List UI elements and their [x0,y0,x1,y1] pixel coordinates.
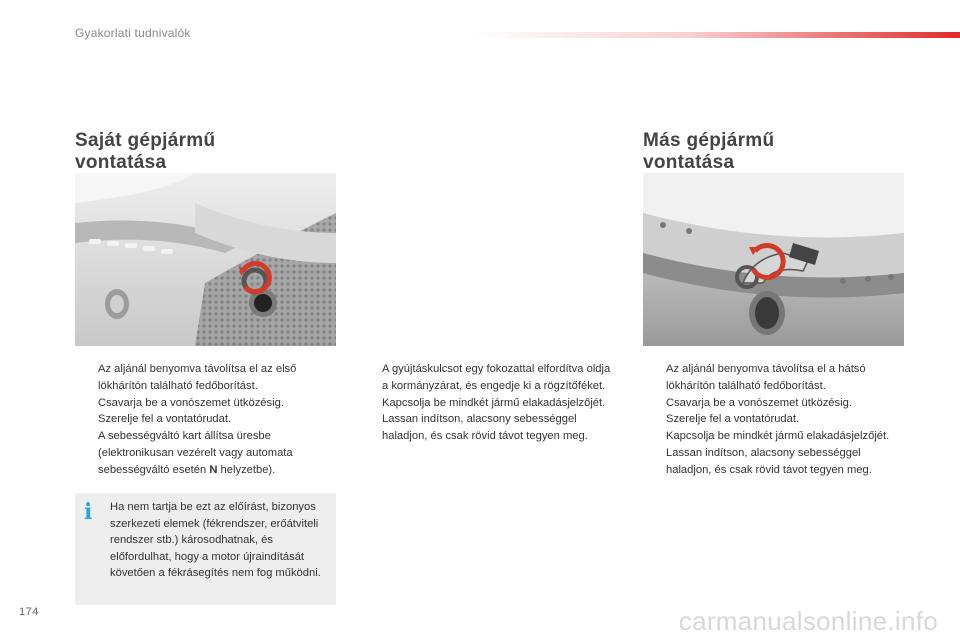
gear-suffix: helyzetbe). [217,463,276,476]
list-item: Lassan indítson, alacsony sebességgel haladjon, és csak rövid távot tegyen meg. [382,413,588,443]
list-item: Szerelje fel a vontatórudat. [98,413,232,426]
rear-bumper-towing-eye-image [643,173,904,346]
left-steps-list [75,361,337,479]
list-item: Csavarja be a vonószemet ütközésig. [98,396,284,409]
gear-position-letter: N [209,463,218,476]
left-title-line1: Saját gépjármű [75,130,216,151]
list-item: Az aljánál benyomva távolítsa el a hátsó lökhárítón található fedőborítást. [666,363,866,392]
list-item: Csavarja be a vonószemet ütközésig. [666,396,852,409]
right-title-line1: Más gépjármű [643,130,775,151]
right-steps-column [643,361,905,479]
page-number: 174 [19,606,39,618]
list-item: Szerelje fel a vontatórudat. [666,413,800,426]
left-steps-column [75,361,337,479]
left-title-line2: vontatása [75,152,167,173]
right-title-line2: vontatása [643,152,735,173]
list-item: A sebességváltó kart állítsa üresbe (elektronikusan vezérelt vagy automata sebességváltó esetén N helyzetbe). [98,430,293,476]
list-item: Kapcsolja be mindkét jármű elakadásjelzőjét. [382,396,606,409]
info-icon: i [84,499,93,525]
list-item: Lassan indítson, alacsony sebességgel haladjon, és csak rövid távot tegyen meg. [666,446,872,476]
middle-steps-column [359,361,617,445]
section-header: Gyakorlati tudnivalók [75,26,191,40]
right-steps-list [643,361,905,479]
list-item: A gyújtáskulcsot egy fokozattal elfordítva oldja a kormányzárat, és engedje ki a rögzítőféket. [382,363,611,392]
watermark: carmanualsonline.info [678,606,938,636]
front-bumper-towing-eye-image [75,173,336,346]
left-section-title [75,130,215,174]
right-section-title [643,130,774,174]
header-accent-bar [470,32,960,38]
list-item: Az aljánál benyomva távolítsa el az első lökhárítón található fedőborítást. [98,363,297,392]
info-note-box [75,493,336,605]
info-note-text: Ha nem tartja be ezt az előírást, bizonyos szerkezeti elemek (fékrendszer, erőátviteli rendszer stb.) károsodhatnak, és előfordulhat, hogy a motor újraindítását követően a fékrásegítés nem fog működni. [110,501,321,580]
middle-steps-list [359,361,617,445]
list-item: Kapcsolja be mindkét jármű elakadásjelzőjét. [666,430,890,443]
